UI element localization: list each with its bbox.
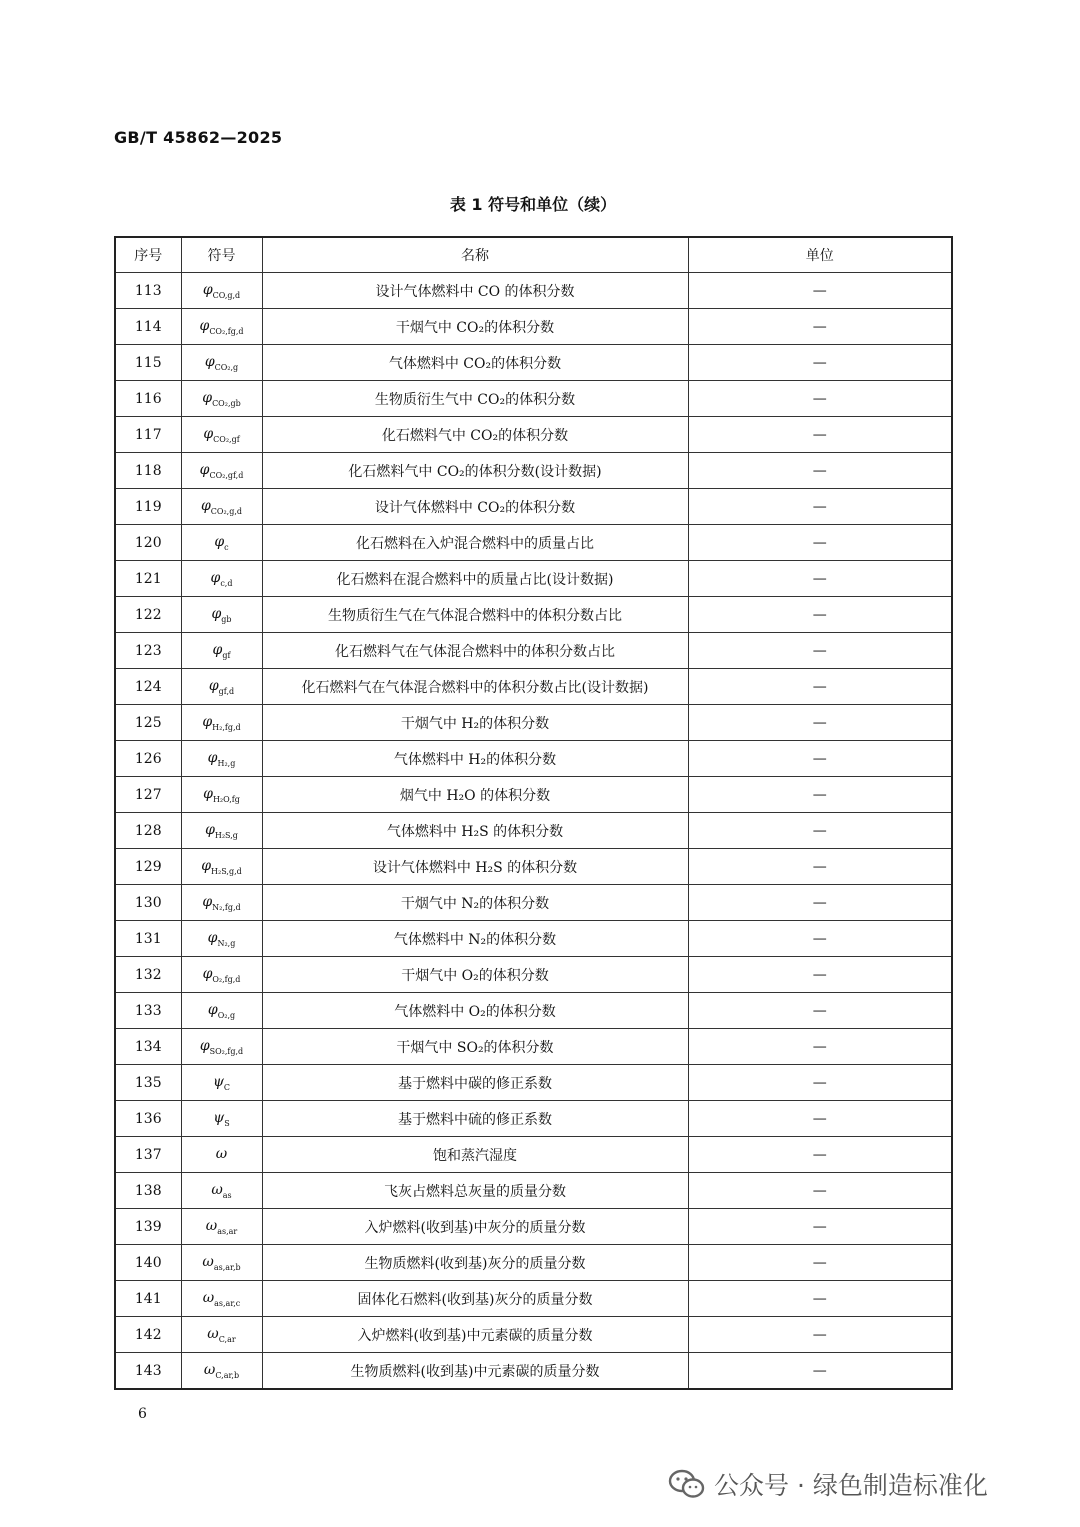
symbol-letter: ω xyxy=(203,1361,216,1378)
row-name: 设计气体燃料中 H₂S 的体积分数 xyxy=(262,849,688,885)
symbol-letter: ω xyxy=(202,1289,215,1306)
row-unit: — xyxy=(688,561,952,597)
row-symbol xyxy=(181,705,262,741)
row-number: 126 xyxy=(115,741,181,777)
row-name: 化石燃料在入炉混合燃料中的质量占比 xyxy=(262,525,688,561)
table-row xyxy=(115,381,952,417)
symbol-letter: φ xyxy=(202,281,213,298)
row-symbol xyxy=(181,309,262,345)
symbol-subscript: O₂,g xyxy=(217,1010,236,1020)
row-symbol xyxy=(181,993,262,1029)
table-row xyxy=(115,345,952,381)
symbol-letter: φ xyxy=(208,677,219,694)
row-name: 入炉燃料(收到基)中元素碳的质量分数 xyxy=(262,1317,688,1353)
symbol-subscript: gf,d xyxy=(218,686,235,696)
row-symbol xyxy=(181,1137,262,1173)
row-unit: — xyxy=(688,1173,952,1209)
row-symbol xyxy=(181,1317,262,1353)
symbol-subscript: C,ar,b xyxy=(215,1370,240,1380)
row-symbol xyxy=(181,489,262,525)
row-number: 127 xyxy=(115,777,181,813)
row-number: 125 xyxy=(115,705,181,741)
row-symbol xyxy=(181,1029,262,1065)
row-name: 烟气中 H₂O 的体积分数 xyxy=(262,777,688,813)
symbol-subscript: as,ar,c xyxy=(214,1298,241,1308)
row-unit: — xyxy=(688,669,952,705)
table-row xyxy=(115,813,952,849)
column-header-name: 名称 xyxy=(262,237,688,273)
row-symbol xyxy=(181,1173,262,1209)
symbol-subscript: as xyxy=(222,1190,232,1200)
column-header-unit: 单位 xyxy=(688,237,952,273)
row-name: 化石燃料气中 CO₂的体积分数 xyxy=(262,417,688,453)
table-row xyxy=(115,1065,952,1101)
symbol-subscript: CO₂,gf xyxy=(213,434,240,444)
symbol-subscript: H₂,fg,d xyxy=(212,722,241,732)
row-name: 气体燃料中 H₂的体积分数 xyxy=(262,741,688,777)
row-name: 生物质燃料(收到基)中元素碳的质量分数 xyxy=(262,1353,688,1390)
table-row xyxy=(115,1029,952,1065)
row-name: 干烟气中 H₂的体积分数 xyxy=(262,705,688,741)
symbol-letter: φ xyxy=(202,965,213,982)
row-name: 气体燃料中 N₂的体积分数 xyxy=(262,921,688,957)
row-symbol xyxy=(181,669,262,705)
symbol-letter: φ xyxy=(200,497,211,514)
symbol-letter: φ xyxy=(203,425,214,442)
row-number: 134 xyxy=(115,1029,181,1065)
page-number: 6 xyxy=(138,1406,147,1422)
symbol-letter: φ xyxy=(201,857,212,874)
row-number: 115 xyxy=(115,345,181,381)
row-unit: — xyxy=(688,813,952,849)
row-unit: — xyxy=(688,993,952,1029)
row-unit: — xyxy=(688,345,952,381)
row-name: 干烟气中 O₂的体积分数 xyxy=(262,957,688,993)
row-number: 129 xyxy=(115,849,181,885)
standard-code: GB/T 45862—2025 xyxy=(114,128,283,147)
symbol-subscript: H₂O,fg xyxy=(212,794,240,804)
row-symbol xyxy=(181,597,262,633)
table-row xyxy=(115,1101,952,1137)
symbol-subscript: N₂,g xyxy=(217,938,236,948)
table-row xyxy=(115,489,952,525)
table-row xyxy=(115,273,952,309)
row-symbol xyxy=(181,1101,262,1137)
symbol-subscript: CO,g,d xyxy=(212,290,241,300)
symbol-subscript: CO₂,g,d xyxy=(210,506,243,516)
row-name: 飞灰占燃料总灰量的质量分数 xyxy=(262,1173,688,1209)
table-row xyxy=(115,741,952,777)
table-row xyxy=(115,849,952,885)
row-name: 设计气体燃料中 CO₂的体积分数 xyxy=(262,489,688,525)
symbol-subscript: as,ar xyxy=(217,1226,238,1236)
symbol-letter: ψ xyxy=(212,1073,224,1090)
symbol-subscript: gf xyxy=(222,650,231,660)
row-name: 干烟气中 SO₂的体积分数 xyxy=(262,1029,688,1065)
table-row xyxy=(115,597,952,633)
row-number: 118 xyxy=(115,453,181,489)
row-number: 141 xyxy=(115,1281,181,1317)
row-number: 120 xyxy=(115,525,181,561)
row-number: 117 xyxy=(115,417,181,453)
symbol-letter: φ xyxy=(202,893,213,910)
row-symbol xyxy=(181,345,262,381)
row-number: 128 xyxy=(115,813,181,849)
row-name: 生物质衍生气在气体混合燃料中的体积分数占比 xyxy=(262,597,688,633)
row-name: 入炉燃料(收到基)中灰分的质量分数 xyxy=(262,1209,688,1245)
table-row xyxy=(115,669,952,705)
symbol-letter: φ xyxy=(211,605,222,622)
symbol-letter: φ xyxy=(207,1001,218,1018)
symbol-subscript: O₂,fg,d xyxy=(212,974,241,984)
row-unit: — xyxy=(688,1101,952,1137)
row-name: 气体燃料中 O₂的体积分数 xyxy=(262,993,688,1029)
row-unit: — xyxy=(688,921,952,957)
symbol-subscript: C,ar xyxy=(218,1334,236,1344)
row-symbol xyxy=(181,453,262,489)
symbol-subscript: c,d xyxy=(220,578,233,588)
row-number: 119 xyxy=(115,489,181,525)
table-row xyxy=(115,1209,952,1245)
row-unit: — xyxy=(688,1137,952,1173)
row-symbol xyxy=(181,1245,262,1281)
symbol-letter: ω xyxy=(207,1325,219,1342)
row-unit: — xyxy=(688,525,952,561)
row-name: 化石燃料气中 CO₂的体积分数(设计数据) xyxy=(262,453,688,489)
row-name: 设计气体燃料中 CO 的体积分数 xyxy=(262,273,688,309)
symbol-letter: φ xyxy=(202,713,213,730)
row-name: 化石燃料气在气体混合燃料中的体积分数占比 xyxy=(262,633,688,669)
table-row xyxy=(115,633,952,669)
row-unit: — xyxy=(688,309,952,345)
table-row xyxy=(115,705,952,741)
row-number: 135 xyxy=(115,1065,181,1101)
row-number: 122 xyxy=(115,597,181,633)
symbol-letter: φ xyxy=(212,641,223,658)
row-unit: — xyxy=(688,705,952,741)
row-number: 130 xyxy=(115,885,181,921)
row-number: 124 xyxy=(115,669,181,705)
row-unit: — xyxy=(688,1245,952,1281)
row-symbol xyxy=(181,957,262,993)
row-symbol xyxy=(181,561,262,597)
watermark xyxy=(668,1466,988,1502)
table-body xyxy=(115,273,952,1390)
row-symbol xyxy=(181,1353,262,1390)
symbol-subscript: SO₂,fg,d xyxy=(209,1046,244,1056)
row-name: 生物质燃料(收到基)灰分的质量分数 xyxy=(262,1245,688,1281)
symbol-subscript: H₂S,g,d xyxy=(211,866,242,876)
table-row xyxy=(115,561,952,597)
row-unit: — xyxy=(688,489,952,525)
row-unit: — xyxy=(688,741,952,777)
symbol-letter: φ xyxy=(199,461,210,478)
symbol-letter: ω xyxy=(211,1181,223,1198)
row-name: 化石燃料在混合燃料中的质量占比(设计数据) xyxy=(262,561,688,597)
symbol-subscript: N₂,fg,d xyxy=(212,902,241,912)
row-unit: — xyxy=(688,1209,952,1245)
symbol-subscript: C xyxy=(223,1082,231,1092)
row-name: 基于燃料中硫的修正系数 xyxy=(262,1101,688,1137)
row-name: 化石燃料气在气体混合燃料中的体积分数占比(设计数据) xyxy=(262,669,688,705)
row-unit: — xyxy=(688,273,952,309)
row-number: 143 xyxy=(115,1353,181,1390)
row-number: 113 xyxy=(115,273,181,309)
symbol-subscript: S xyxy=(224,1118,230,1128)
row-name: 干烟气中 N₂的体积分数 xyxy=(262,885,688,921)
table-row xyxy=(115,777,952,813)
row-unit: — xyxy=(688,777,952,813)
row-unit: — xyxy=(688,1281,952,1317)
watermark-text: 公众号 · 绿色制造标准化 xyxy=(714,1471,988,1500)
table-row xyxy=(115,1281,952,1317)
row-symbol xyxy=(181,849,262,885)
row-unit: — xyxy=(688,957,952,993)
table-row xyxy=(115,1317,952,1353)
row-unit: — xyxy=(688,885,952,921)
symbol-subscript: CO₂,g xyxy=(214,362,239,372)
row-number: 121 xyxy=(115,561,181,597)
column-header-number: 序号 xyxy=(115,237,181,273)
column-header-symbol: 符号 xyxy=(181,237,262,273)
symbol-letter: φ xyxy=(202,389,213,406)
row-symbol xyxy=(181,741,262,777)
row-number: 139 xyxy=(115,1209,181,1245)
symbol-letter: ψ xyxy=(213,1109,225,1126)
row-symbol xyxy=(181,885,262,921)
symbol-letter: φ xyxy=(210,569,221,586)
table-row xyxy=(115,453,952,489)
symbol-letter: ω xyxy=(202,1253,214,1270)
row-symbol xyxy=(181,1209,262,1245)
symbol-letter: φ xyxy=(199,317,210,334)
symbol-letter: φ xyxy=(204,353,215,370)
symbol-subscript: CO₂,gf,d xyxy=(209,470,244,480)
row-symbol xyxy=(181,921,262,957)
row-symbol xyxy=(181,633,262,669)
row-number: 142 xyxy=(115,1317,181,1353)
row-number: 137 xyxy=(115,1137,181,1173)
row-name: 气体燃料中 H₂S 的体积分数 xyxy=(262,813,688,849)
row-number: 133 xyxy=(115,993,181,1029)
table-row xyxy=(115,957,952,993)
table-row xyxy=(115,885,952,921)
table-row xyxy=(115,921,952,957)
row-number: 132 xyxy=(115,957,181,993)
row-symbol xyxy=(181,777,262,813)
row-name: 饱和蒸汽湿度 xyxy=(262,1137,688,1173)
row-unit: — xyxy=(688,849,952,885)
row-unit: — xyxy=(688,1317,952,1353)
symbol-letter: ω xyxy=(215,1145,228,1162)
row-symbol xyxy=(181,525,262,561)
table-title: 表 1 符号和单位（续） xyxy=(449,195,617,214)
symbol-letter: φ xyxy=(214,533,225,550)
symbol-subscript: c xyxy=(224,542,229,552)
symbol-letter: ω xyxy=(205,1217,218,1234)
row-symbol xyxy=(181,417,262,453)
row-number: 116 xyxy=(115,381,181,417)
row-number: 140 xyxy=(115,1245,181,1281)
symbols-table xyxy=(114,236,953,1390)
symbol-subscript: H₂,g xyxy=(217,758,236,768)
row-number: 136 xyxy=(115,1101,181,1137)
row-symbol xyxy=(181,273,262,309)
row-number: 138 xyxy=(115,1173,181,1209)
row-unit: — xyxy=(688,1065,952,1101)
table-row xyxy=(115,1137,952,1173)
row-name: 气体燃料中 CO₂的体积分数 xyxy=(262,345,688,381)
row-symbol xyxy=(181,381,262,417)
row-name: 固体化石燃料(收到基)灰分的质量分数 xyxy=(262,1281,688,1317)
table-row xyxy=(115,1173,952,1209)
row-number: 131 xyxy=(115,921,181,957)
table-row xyxy=(115,1353,952,1390)
table-row xyxy=(115,417,952,453)
row-name: 干烟气中 CO₂的体积分数 xyxy=(262,309,688,345)
row-unit: — xyxy=(688,633,952,669)
row-unit: — xyxy=(688,417,952,453)
row-unit: — xyxy=(688,453,952,489)
table-row xyxy=(115,525,952,561)
symbol-subscript: H₂S,g xyxy=(214,830,238,840)
row-number: 123 xyxy=(115,633,181,669)
row-symbol xyxy=(181,1281,262,1317)
row-symbol xyxy=(181,1065,262,1101)
symbol-subscript: CO₂,gb xyxy=(212,398,241,408)
wechat-icon xyxy=(668,1468,706,1500)
table-row xyxy=(115,1245,952,1281)
symbol-letter: φ xyxy=(207,929,218,946)
table-header-row xyxy=(115,237,952,273)
row-unit: — xyxy=(688,381,952,417)
row-name: 生物质衍生气中 CO₂的体积分数 xyxy=(262,381,688,417)
symbol-subscript: CO₂,fg,d xyxy=(209,326,244,336)
table-row xyxy=(115,993,952,1029)
symbol-letter: φ xyxy=(205,821,215,838)
row-unit: — xyxy=(688,1353,952,1390)
row-symbol xyxy=(181,813,262,849)
row-unit: — xyxy=(688,1029,952,1065)
symbol-letter: φ xyxy=(203,785,213,802)
row-name: 基于燃料中碳的修正系数 xyxy=(262,1065,688,1101)
table-row xyxy=(115,309,952,345)
row-number: 114 xyxy=(115,309,181,345)
symbol-letter: φ xyxy=(207,749,218,766)
row-unit: — xyxy=(688,597,952,633)
symbol-letter: φ xyxy=(199,1037,210,1054)
symbol-subscript: gb xyxy=(221,614,232,624)
symbol-subscript: as,ar,b xyxy=(213,1262,241,1272)
